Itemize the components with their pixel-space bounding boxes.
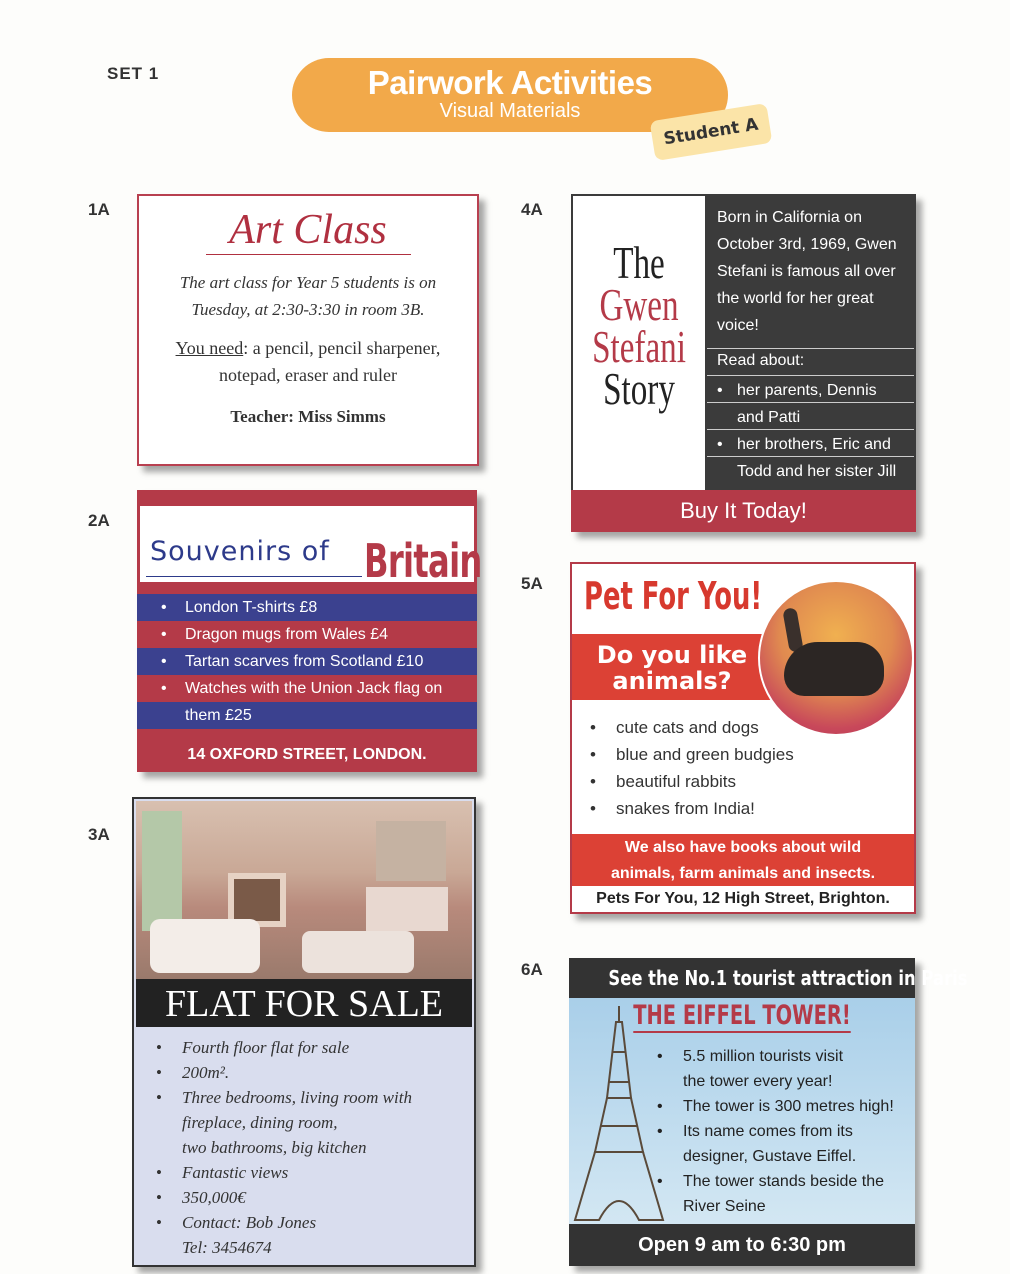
label-2a: 2A	[88, 511, 110, 530]
art-info-line1: The art class for Year 5 students is on	[179, 273, 437, 292]
list-item-continued	[137, 702, 477, 729]
table-shape	[302, 931, 414, 973]
student-badge: Student A	[650, 103, 773, 161]
eiffel-card	[569, 958, 968, 1266]
pet-question	[572, 634, 772, 700]
gwen-list	[717, 377, 911, 485]
read-about-label: Read about:	[717, 352, 805, 369]
gwen-title	[591, 237, 686, 414]
bio-line: Stefani is famous all over	[717, 263, 896, 280]
gwen-bio	[717, 204, 911, 339]
list-item: • Fourth floor flat for sale	[156, 1035, 412, 1060]
souvenirs-card	[137, 490, 482, 772]
list-item: • Three bedrooms, living room with	[156, 1085, 412, 1110]
art-title: Art Class	[229, 207, 387, 253]
set-label: SET 1	[107, 64, 160, 83]
souvenirs-rule	[146, 576, 362, 577]
books-line: animals, farm animals and insects.	[610, 865, 876, 882]
wall-art-shape	[376, 821, 446, 881]
list-item: • The tower stands beside the	[657, 1169, 907, 1194]
label-1a: 1A	[88, 200, 110, 219]
divider	[707, 348, 914, 349]
list-item: • her brothers, Eric and	[717, 431, 911, 458]
label-5a: 5A	[521, 574, 543, 593]
divider	[707, 375, 914, 376]
sofa-shape	[150, 919, 260, 973]
flat-title: FLAT FOR SALE	[136, 979, 472, 1027]
question-line: Do you like	[596, 641, 748, 669]
pet-address: Pets For You, 12 High Street, Brighton.	[596, 890, 890, 907]
art-need-text: : a pencil, pencil sharpener,	[243, 338, 441, 358]
list-item: • Dragon mugs from Wales £4	[137, 621, 477, 648]
gwen-title-line: Gwen	[599, 279, 679, 330]
opening-hours-banner: Open 9 am to 6:30 pm	[569, 1224, 915, 1266]
question-line: animals?	[612, 667, 732, 695]
rabbit-shape	[784, 642, 884, 696]
list-item: the tower every year!	[683, 1073, 833, 1090]
flat-list	[156, 1035, 412, 1260]
art-info	[139, 269, 477, 323]
eiffel-tower-icon	[573, 1002, 665, 1224]
list-item: • Contact: Bob Jones	[156, 1210, 412, 1235]
bio-line: October 3rd, 1969, Gwen	[717, 236, 897, 253]
pet-card	[570, 562, 916, 914]
list-item: • cute cats and dogs	[590, 714, 794, 741]
art-needs	[139, 335, 477, 389]
label-3a: 3A	[88, 825, 110, 844]
list-item: Todd and her sister Jill	[737, 463, 897, 480]
souvenirs-list	[137, 594, 477, 729]
eiffel-header	[569, 958, 968, 998]
list-item: • 5.5 million tourists visit	[657, 1044, 907, 1069]
souvenirs-address: 14 OXFORD STREET, LONDON.	[187, 746, 427, 763]
list-item: • Its name comes from its	[657, 1119, 907, 1144]
list-item: • 350,000€	[156, 1185, 412, 1210]
list-item: • her parents, Dennis	[717, 377, 911, 404]
list-item: • 200m².	[156, 1060, 412, 1085]
art-teacher: Teacher: Miss Simms	[230, 407, 386, 426]
list-item: fireplace, dining room,	[182, 1113, 338, 1132]
flat-card	[132, 797, 476, 1267]
list-item: • London T-shirts £8	[137, 594, 477, 621]
buy-today-banner: Buy It Today!	[571, 490, 916, 532]
eiffel-title	[569, 1000, 915, 1033]
bio-line: Born in California on	[717, 209, 862, 226]
books-line: We also have books about wild	[624, 839, 862, 856]
eiffel-header-text: See the No.1 tourist attraction in Paris	[608, 966, 968, 990]
eiffel-title-text: THE EIFFEL TOWER!	[633, 1000, 851, 1031]
souvenirs-header	[140, 506, 482, 588]
eiffel-list	[657, 1044, 907, 1219]
art-need-text2: notepad, eraser and ruler	[219, 365, 397, 385]
label-4a: 4A	[521, 200, 543, 219]
list-item: • Tartan scarves from Scotland £10	[137, 648, 477, 675]
list-item: River Seine	[683, 1198, 766, 1215]
gwen-title-line: Story	[603, 363, 675, 414]
list-item: • beautiful rabbits	[590, 768, 794, 795]
living-room-photo	[136, 801, 472, 979]
list-item: Tel: 3454674	[182, 1238, 272, 1257]
gwen-title-line: The	[613, 237, 665, 288]
bio-line: voice!	[717, 317, 759, 334]
page-subtitle: Visual Materials	[439, 100, 581, 122]
page-title: Pairwork Activities	[367, 64, 653, 101]
cabinet-shape	[366, 887, 448, 931]
list-item: and Patti	[737, 409, 801, 426]
rabbit-photo	[758, 580, 914, 736]
list-item: • snakes from India!	[590, 795, 794, 822]
label-6a: 6A	[521, 960, 543, 979]
pet-books-banner	[572, 834, 914, 886]
list-item: • The tower is 300 metres high!	[657, 1094, 907, 1119]
pet-list	[590, 714, 794, 822]
gwen-stefani-card	[571, 194, 916, 532]
art-need-label: You need	[175, 338, 244, 358]
list-item: • Fantastic views	[156, 1160, 412, 1185]
art-info-line2: Tuesday, at 2:30-3:30 in room 3B.	[191, 300, 425, 319]
gwen-title-line: Stefani	[592, 321, 686, 372]
bio-line: the world for her great	[717, 290, 874, 307]
souvenirs-title: Souvenirs of	[150, 536, 330, 567]
art-title-rule	[206, 254, 411, 255]
britain-word: Britain	[364, 534, 482, 588]
list-item-text: them £25	[185, 707, 252, 724]
list-item: • Watches with the Union Jack flag on	[137, 675, 477, 702]
list-item: designer, Gustave Eiffel.	[683, 1148, 857, 1165]
window-shape	[142, 811, 182, 931]
art-class-card	[137, 194, 479, 466]
gwen-title-panel	[573, 196, 705, 490]
list-item: • blue and green budgies	[590, 741, 794, 768]
list-item: two bathrooms, big kitchen	[182, 1138, 367, 1157]
pet-title: Pet For You!	[584, 574, 763, 618]
